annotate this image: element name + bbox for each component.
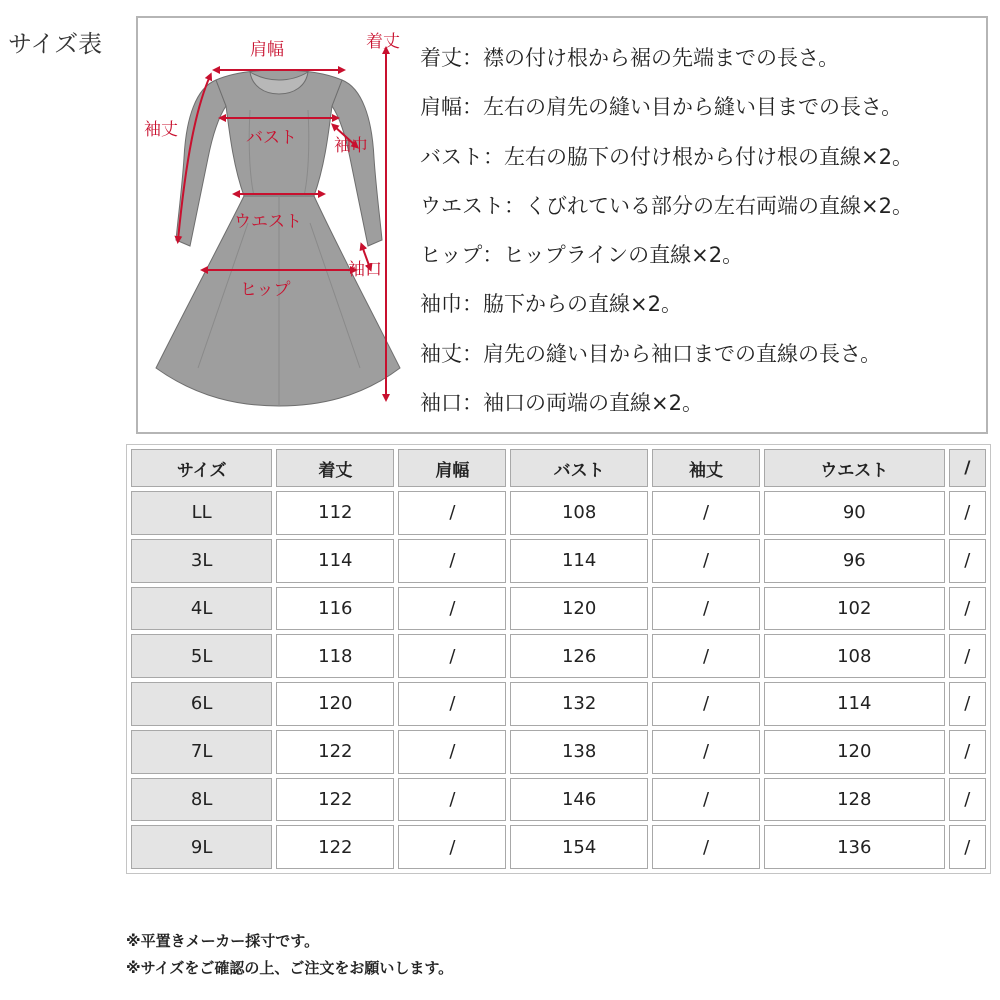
label-bust: バスト xyxy=(246,128,297,148)
cell-length: 122 xyxy=(276,730,394,774)
table-row xyxy=(131,587,986,631)
table-row xyxy=(131,491,986,535)
label-sleeve-length: 袖丈 xyxy=(144,120,178,140)
desc-hip: ヒップ：ヒップラインの直線×2。 xyxy=(420,243,744,268)
header-waist: ウエスト xyxy=(764,449,945,487)
cell-size: 8L xyxy=(131,778,272,822)
cell-length: 118 xyxy=(276,634,394,678)
cell-waist: 96 xyxy=(764,539,945,583)
desc-cuff: 袖口：袖口の両端の直線×2。 xyxy=(420,391,703,416)
table-row xyxy=(131,682,986,726)
cell-bust: 154 xyxy=(510,825,648,869)
cell-extra: / xyxy=(949,778,986,822)
cell-bust: 108 xyxy=(510,491,648,535)
label-length: 着丈 xyxy=(366,32,400,52)
right-sleeve xyxy=(332,80,382,246)
header-sleeve-length: 袖丈 xyxy=(652,449,760,487)
cell-extra: / xyxy=(949,539,986,583)
label-sleeve-width: 袖巾 xyxy=(334,136,368,156)
cell-extra: / xyxy=(949,825,986,869)
label-cuff: 袖口 xyxy=(348,260,382,280)
note-confirm: ※サイズをご確認の上、ご注文をお願いします。 xyxy=(126,959,454,977)
cell-length: 122 xyxy=(276,825,394,869)
cell-sleeve-length: / xyxy=(652,634,760,678)
cell-extra: / xyxy=(949,730,986,774)
cell-shoulder: / xyxy=(398,730,506,774)
cell-size: 9L xyxy=(131,825,272,869)
table-row xyxy=(131,634,986,678)
table-row xyxy=(131,539,986,583)
cell-shoulder: / xyxy=(398,778,506,822)
cell-length: 112 xyxy=(276,491,394,535)
cell-extra: / xyxy=(949,634,986,678)
cell-size: 5L xyxy=(131,634,272,678)
cell-extra: / xyxy=(949,491,986,535)
table-row xyxy=(131,778,986,822)
desc-bust: バスト：左右の脇下の付け根から付け根の直線×2。 xyxy=(420,144,913,169)
header-length: 着丈 xyxy=(276,449,394,487)
cell-size: LL xyxy=(131,491,272,535)
cell-sleeve-length: / xyxy=(652,682,760,726)
cell-waist: 120 xyxy=(764,730,945,774)
measurement-diagram xyxy=(136,16,988,434)
cell-shoulder: / xyxy=(398,587,506,631)
header-bust: バスト xyxy=(510,449,648,487)
cell-shoulder: / xyxy=(398,491,506,535)
cell-bust: 120 xyxy=(510,587,648,631)
size-table xyxy=(126,444,991,874)
table-header-row xyxy=(131,449,986,487)
cell-sleeve-length: / xyxy=(652,730,760,774)
header-shoulder: 肩幅 xyxy=(398,449,506,487)
page-title: サイズ表 xyxy=(8,30,103,58)
cell-sleeve-length: / xyxy=(652,539,760,583)
cell-size: 4L xyxy=(131,587,272,631)
header-extra: / xyxy=(949,449,986,487)
cell-shoulder: / xyxy=(398,634,506,678)
cell-bust: 146 xyxy=(510,778,648,822)
measurement-descriptions xyxy=(420,34,913,428)
label-shoulder: 肩幅 xyxy=(250,40,284,60)
desc-waist: ウエスト：くびれている部分の左右両端の直線×2。 xyxy=(420,193,913,218)
cell-waist: 90 xyxy=(764,491,945,535)
cell-bust: 114 xyxy=(510,539,648,583)
cell-shoulder: / xyxy=(398,825,506,869)
cell-bust: 126 xyxy=(510,634,648,678)
desc-shoulder: 肩幅：左右の肩先の縫い目から縫い目までの長さ。 xyxy=(420,95,903,120)
table-row xyxy=(131,730,986,774)
cell-sleeve-length: / xyxy=(652,778,760,822)
cell-extra: / xyxy=(949,682,986,726)
cell-length: 122 xyxy=(276,778,394,822)
cell-waist: 108 xyxy=(764,634,945,678)
label-waist: ウエスト xyxy=(234,212,302,232)
cell-waist: 128 xyxy=(764,778,945,822)
cell-size: 3L xyxy=(131,539,272,583)
cell-size: 6L xyxy=(131,682,272,726)
desc-sleeve-width: 袖巾：脇下からの直線×2。 xyxy=(420,292,682,317)
cell-size: 7L xyxy=(131,730,272,774)
desc-sleeve-length: 袖丈：肩先の縫い目から袖口までの直線の長さ。 xyxy=(420,341,882,366)
label-hip: ヒップ xyxy=(240,280,291,300)
cell-length: 116 xyxy=(276,587,394,631)
cell-sleeve-length: / xyxy=(652,587,760,631)
cell-extra: / xyxy=(949,587,986,631)
cell-sleeve-length: / xyxy=(652,825,760,869)
table-row xyxy=(131,825,986,869)
cell-length: 114 xyxy=(276,539,394,583)
cell-length: 120 xyxy=(276,682,394,726)
cell-shoulder: / xyxy=(398,539,506,583)
cell-bust: 132 xyxy=(510,682,648,726)
cell-waist: 114 xyxy=(764,682,945,726)
cell-shoulder: / xyxy=(398,682,506,726)
cell-waist: 102 xyxy=(764,587,945,631)
cell-waist: 136 xyxy=(764,825,945,869)
cell-bust: 138 xyxy=(510,730,648,774)
header-size: サイズ xyxy=(131,449,272,487)
desc-length: 着丈：襟の付け根から裾の先端までの長さ。 xyxy=(420,46,840,70)
cell-sleeve-length: / xyxy=(652,491,760,535)
note-measurement: ※平置きメーカー採寸です。 xyxy=(126,932,320,950)
